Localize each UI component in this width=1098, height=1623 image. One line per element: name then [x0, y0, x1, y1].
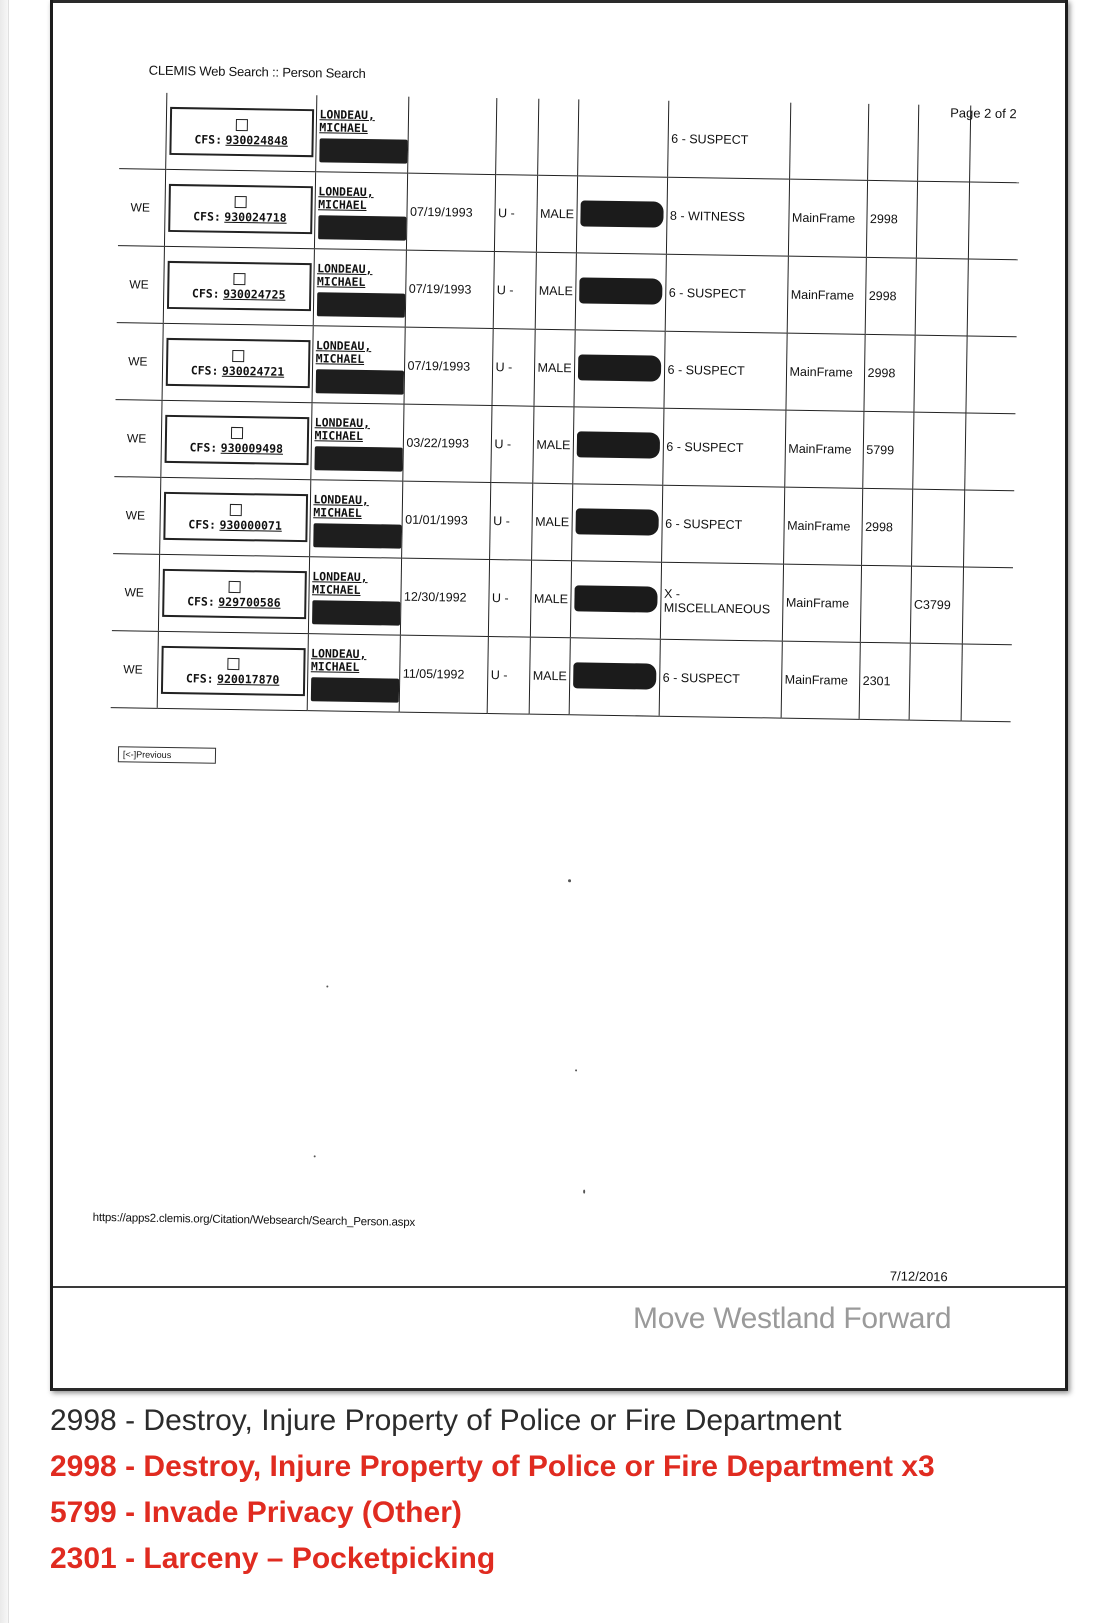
person-name-link[interactable] [311, 647, 396, 674]
person-name-link[interactable] [317, 262, 402, 289]
race-cell: U - [493, 252, 536, 330]
last-name: LONDEAU, [319, 107, 376, 123]
extra-code-cell [913, 335, 966, 413]
cfs-box [160, 646, 305, 696]
table-row [114, 400, 1015, 491]
role-cell: 6 - SUSPECT [667, 101, 790, 179]
cfs-box [165, 338, 310, 388]
first-name: MICHAEL [310, 659, 360, 674]
code-cell [860, 565, 911, 643]
blank-cell [968, 182, 1019, 260]
dob-cell [572, 407, 663, 485]
redaction-bar [577, 354, 660, 381]
offense-code-captions [50, 1398, 1095, 1582]
last-name: LONDEAU, [313, 492, 369, 508]
last-name: LONDEAU, [317, 261, 373, 277]
redaction-bar [310, 677, 398, 702]
table-row [117, 246, 1018, 337]
blank-cell [961, 644, 1012, 722]
cfs-cell [157, 631, 308, 710]
agency-cell: WE [114, 400, 161, 478]
dob-cell [577, 99, 668, 177]
cfs-number-link[interactable]: 930024848 [225, 132, 288, 148]
date-cell: 11/05/1992 [399, 635, 488, 713]
redaction-bar [573, 662, 656, 689]
blank-cell [967, 259, 1018, 337]
first-name: MICHAEL [319, 120, 368, 136]
role-cell: 6 - SUSPECT [662, 408, 785, 487]
role-cell: 6 - SUSPECT [659, 639, 782, 718]
scan-speck [326, 985, 328, 987]
cfs-box [162, 569, 307, 619]
last-name: LONDEAU, [312, 569, 368, 585]
table-row [112, 554, 1013, 645]
scanned-document [50, 0, 1068, 1391]
footer-url: https://apps2.clemis.org/Citation/Websearch/Search_Person.aspx [92, 1211, 416, 1229]
redaction-bar [579, 277, 662, 304]
date-cell: 07/19/1993 [405, 250, 494, 328]
redaction-bar [576, 431, 659, 458]
scan-speck [568, 879, 571, 882]
person-search-results-table [111, 92, 1021, 722]
redaction-bar [575, 508, 658, 535]
name-cell [315, 95, 408, 173]
race-cell: U - [488, 560, 531, 638]
cfs-number-link[interactable]: 920017870 [216, 671, 280, 687]
dob-cell [570, 561, 661, 639]
cfs-box [166, 261, 311, 311]
date-cell: 12/30/1992 [400, 558, 489, 636]
redaction-bar [314, 446, 402, 471]
source-cell: MainFrame [782, 564, 861, 642]
cfs-cell [159, 477, 310, 556]
source-cell: MainFrame [785, 333, 864, 411]
date-cell: 03/22/1993 [402, 404, 491, 482]
person-name-link[interactable] [313, 493, 398, 520]
cfs-label: CFS: [191, 286, 220, 301]
dob-cell [571, 484, 662, 562]
sex-cell: MALE [533, 329, 574, 407]
race-cell: U - [491, 329, 534, 407]
sex-cell: MALE [531, 483, 572, 561]
redaction-bar [316, 292, 404, 317]
race-cell: U - [489, 483, 532, 561]
select-checkbox[interactable] [234, 196, 246, 208]
caption-line-3: 5799 - Invade Privacy (Other) [50, 1496, 462, 1529]
role-cell: 6 - SUSPECT [663, 331, 786, 410]
date-cell: 07/19/1993 [404, 327, 493, 405]
extra-code-cell [912, 412, 965, 490]
agency-cell: WE [111, 631, 158, 709]
left-edge-strip [0, 0, 9, 1623]
scan-bottom-rule [53, 1286, 1065, 1288]
source-cell: MainFrame [787, 256, 866, 334]
cfs-number-link[interactable]: 929700586 [218, 594, 281, 610]
last-name: LONDEAU, [310, 646, 367, 662]
caption-line-2: 2998 - Destroy, Injure Property of Police or Fire Department x3 [50, 1450, 935, 1483]
source-cell: MainFrame [783, 487, 862, 565]
cfs-label: CFS: [189, 440, 218, 455]
name-cell [314, 172, 407, 250]
cfs-box [164, 415, 309, 465]
cfs-label: CFS: [193, 209, 221, 224]
table-row [116, 323, 1017, 414]
redaction-bar [318, 215, 406, 240]
agency-cell: WE [117, 246, 164, 324]
caption-line-4: 2301 - Larceny – Pocketpicking [50, 1542, 496, 1575]
cfs-label: CFS: [185, 671, 214, 686]
sex-cell: MALE [536, 175, 577, 253]
previous-page-button[interactable]: [<-]Previous [118, 746, 216, 764]
last-name: LONDEAU, [314, 415, 371, 431]
extra-code-cell [917, 105, 970, 182]
race-cell: U - [494, 175, 537, 253]
cfs-box [169, 107, 314, 157]
first-name: MICHAEL [311, 582, 361, 597]
select-checkbox[interactable] [229, 504, 241, 516]
source-cell: MainFrame [781, 641, 860, 719]
code-cell: 2998 [866, 180, 917, 258]
table-row [119, 92, 1020, 183]
scan-speck [314, 1155, 316, 1157]
name-cell [307, 634, 400, 712]
dob-cell [576, 176, 667, 254]
redaction-bar [312, 600, 400, 625]
person-name-link[interactable] [312, 570, 397, 597]
person-name-link[interactable] [316, 339, 401, 366]
name-cell [310, 403, 403, 481]
scan-speck [575, 1069, 577, 1071]
source-cell: MainFrame [784, 410, 863, 488]
agency-cell: WE [113, 477, 160, 555]
code-cell: 2998 [865, 257, 916, 335]
blank-cell [962, 567, 1013, 645]
watermark-text: Move Westland Forward [633, 1302, 952, 1335]
role-cell: X - MISCELLANEOUS [660, 562, 783, 641]
cfs-number-link[interactable]: 930024721 [221, 363, 285, 379]
first-name: MICHAEL [313, 505, 362, 520]
blank-cell [964, 413, 1015, 491]
code-cell: 2998 [863, 334, 914, 412]
code-cell [867, 104, 918, 181]
source-cell [789, 103, 868, 181]
name-cell [312, 326, 405, 404]
redaction-bar [580, 200, 663, 227]
sex-cell: MALE [532, 406, 573, 484]
cfs-number-link[interactable]: 930009498 [220, 440, 284, 456]
blank-cell [965, 336, 1016, 414]
extra-code-cell [915, 258, 968, 336]
cfs-label: CFS: [188, 517, 217, 532]
blank-cell [963, 490, 1014, 568]
code-cell: 2998 [861, 488, 912, 566]
agency-cell: WE [118, 169, 165, 247]
name-cell [308, 557, 401, 635]
select-checkbox[interactable] [230, 427, 242, 439]
first-name: MICHAEL [316, 274, 366, 290]
role-cell: 8 - WITNESS [666, 177, 789, 256]
cfs-cell [163, 246, 314, 325]
cfs-cell [160, 400, 311, 479]
date-cell: 01/01/1993 [401, 481, 490, 559]
last-name: LONDEAU, [318, 184, 374, 200]
extra-code-cell [909, 643, 962, 721]
extra-code-cell [911, 489, 964, 567]
scan-speck [583, 1190, 585, 1194]
select-checkbox[interactable] [235, 119, 247, 131]
table-row [113, 477, 1014, 568]
extra-code-cell [916, 181, 969, 259]
footer-date: 7/12/2016 [889, 1268, 948, 1285]
cfs-box [168, 184, 313, 234]
first-name: MICHAEL [314, 428, 364, 444]
cfs-number-link[interactable]: 930000071 [219, 517, 282, 533]
date-cell [407, 97, 496, 175]
last-name: LONDEAU, [315, 338, 372, 354]
source-cell: MainFrame [788, 179, 867, 257]
person-name-link[interactable] [314, 416, 399, 443]
sex-cell [537, 99, 578, 176]
cfs-cell [164, 169, 315, 248]
first-name: MICHAEL [315, 351, 365, 367]
cfs-cell [165, 93, 316, 172]
agency-cell: WE [112, 554, 159, 632]
code-cell: 2301 [859, 642, 910, 720]
date-cell: 07/19/1993 [406, 173, 495, 251]
role-cell: 6 - SUSPECT [661, 485, 784, 564]
race-cell: U - [490, 406, 533, 484]
page-indicator: Page 2 of 2 [950, 105, 1017, 122]
dob-cell [575, 253, 666, 331]
cfs-number-link[interactable]: 930024718 [224, 209, 287, 225]
cfs-number-link[interactable]: 930024725 [223, 286, 286, 302]
race-cell [495, 98, 538, 175]
name-cell [313, 249, 406, 327]
role-cell: 6 - SUSPECT [665, 254, 788, 333]
cfs-label: CFS: [194, 132, 223, 147]
select-checkbox[interactable] [228, 581, 240, 593]
code-cell: 5799 [862, 411, 913, 489]
dob-cell [573, 330, 664, 408]
cfs-cell [162, 323, 313, 402]
redaction-bar [319, 138, 407, 163]
scan-top-rule [53, 0, 1065, 3]
cfs-label: CFS: [190, 363, 219, 378]
dob-cell [569, 638, 660, 716]
blank-cell [969, 106, 1020, 183]
extra-code-cell: C3799 [910, 566, 963, 644]
table-row [111, 631, 1012, 722]
first-name: MICHAEL [318, 197, 367, 213]
person-name-link[interactable] [318, 185, 403, 212]
name-cell [309, 480, 402, 558]
redaction-bar [313, 523, 401, 548]
agency-cell: WE [116, 323, 163, 401]
redaction-bar [315, 369, 403, 394]
table-row [118, 169, 1019, 260]
caption-line-1: 2998 - Destroy, Injure Property of Police or Fire Department [50, 1404, 842, 1437]
document-page [91, 52, 1041, 1336]
agency-cell [119, 92, 166, 169]
redaction-bar [574, 585, 657, 612]
results-rows [111, 92, 1021, 722]
cfs-label: CFS: [187, 594, 215, 609]
cfs-box [163, 492, 308, 542]
person-name-link[interactable] [319, 108, 404, 135]
document-header: CLEMIS Web Search :: Person Search [148, 62, 366, 82]
sex-cell: MALE [535, 252, 576, 330]
select-checkbox[interactable] [232, 350, 244, 362]
sex-cell: MALE [529, 637, 570, 715]
select-checkbox[interactable] [233, 273, 245, 285]
cfs-cell [158, 554, 309, 633]
sex-cell: MALE [530, 560, 571, 638]
race-cell: U - [487, 636, 530, 714]
select-checkbox[interactable] [227, 658, 239, 670]
